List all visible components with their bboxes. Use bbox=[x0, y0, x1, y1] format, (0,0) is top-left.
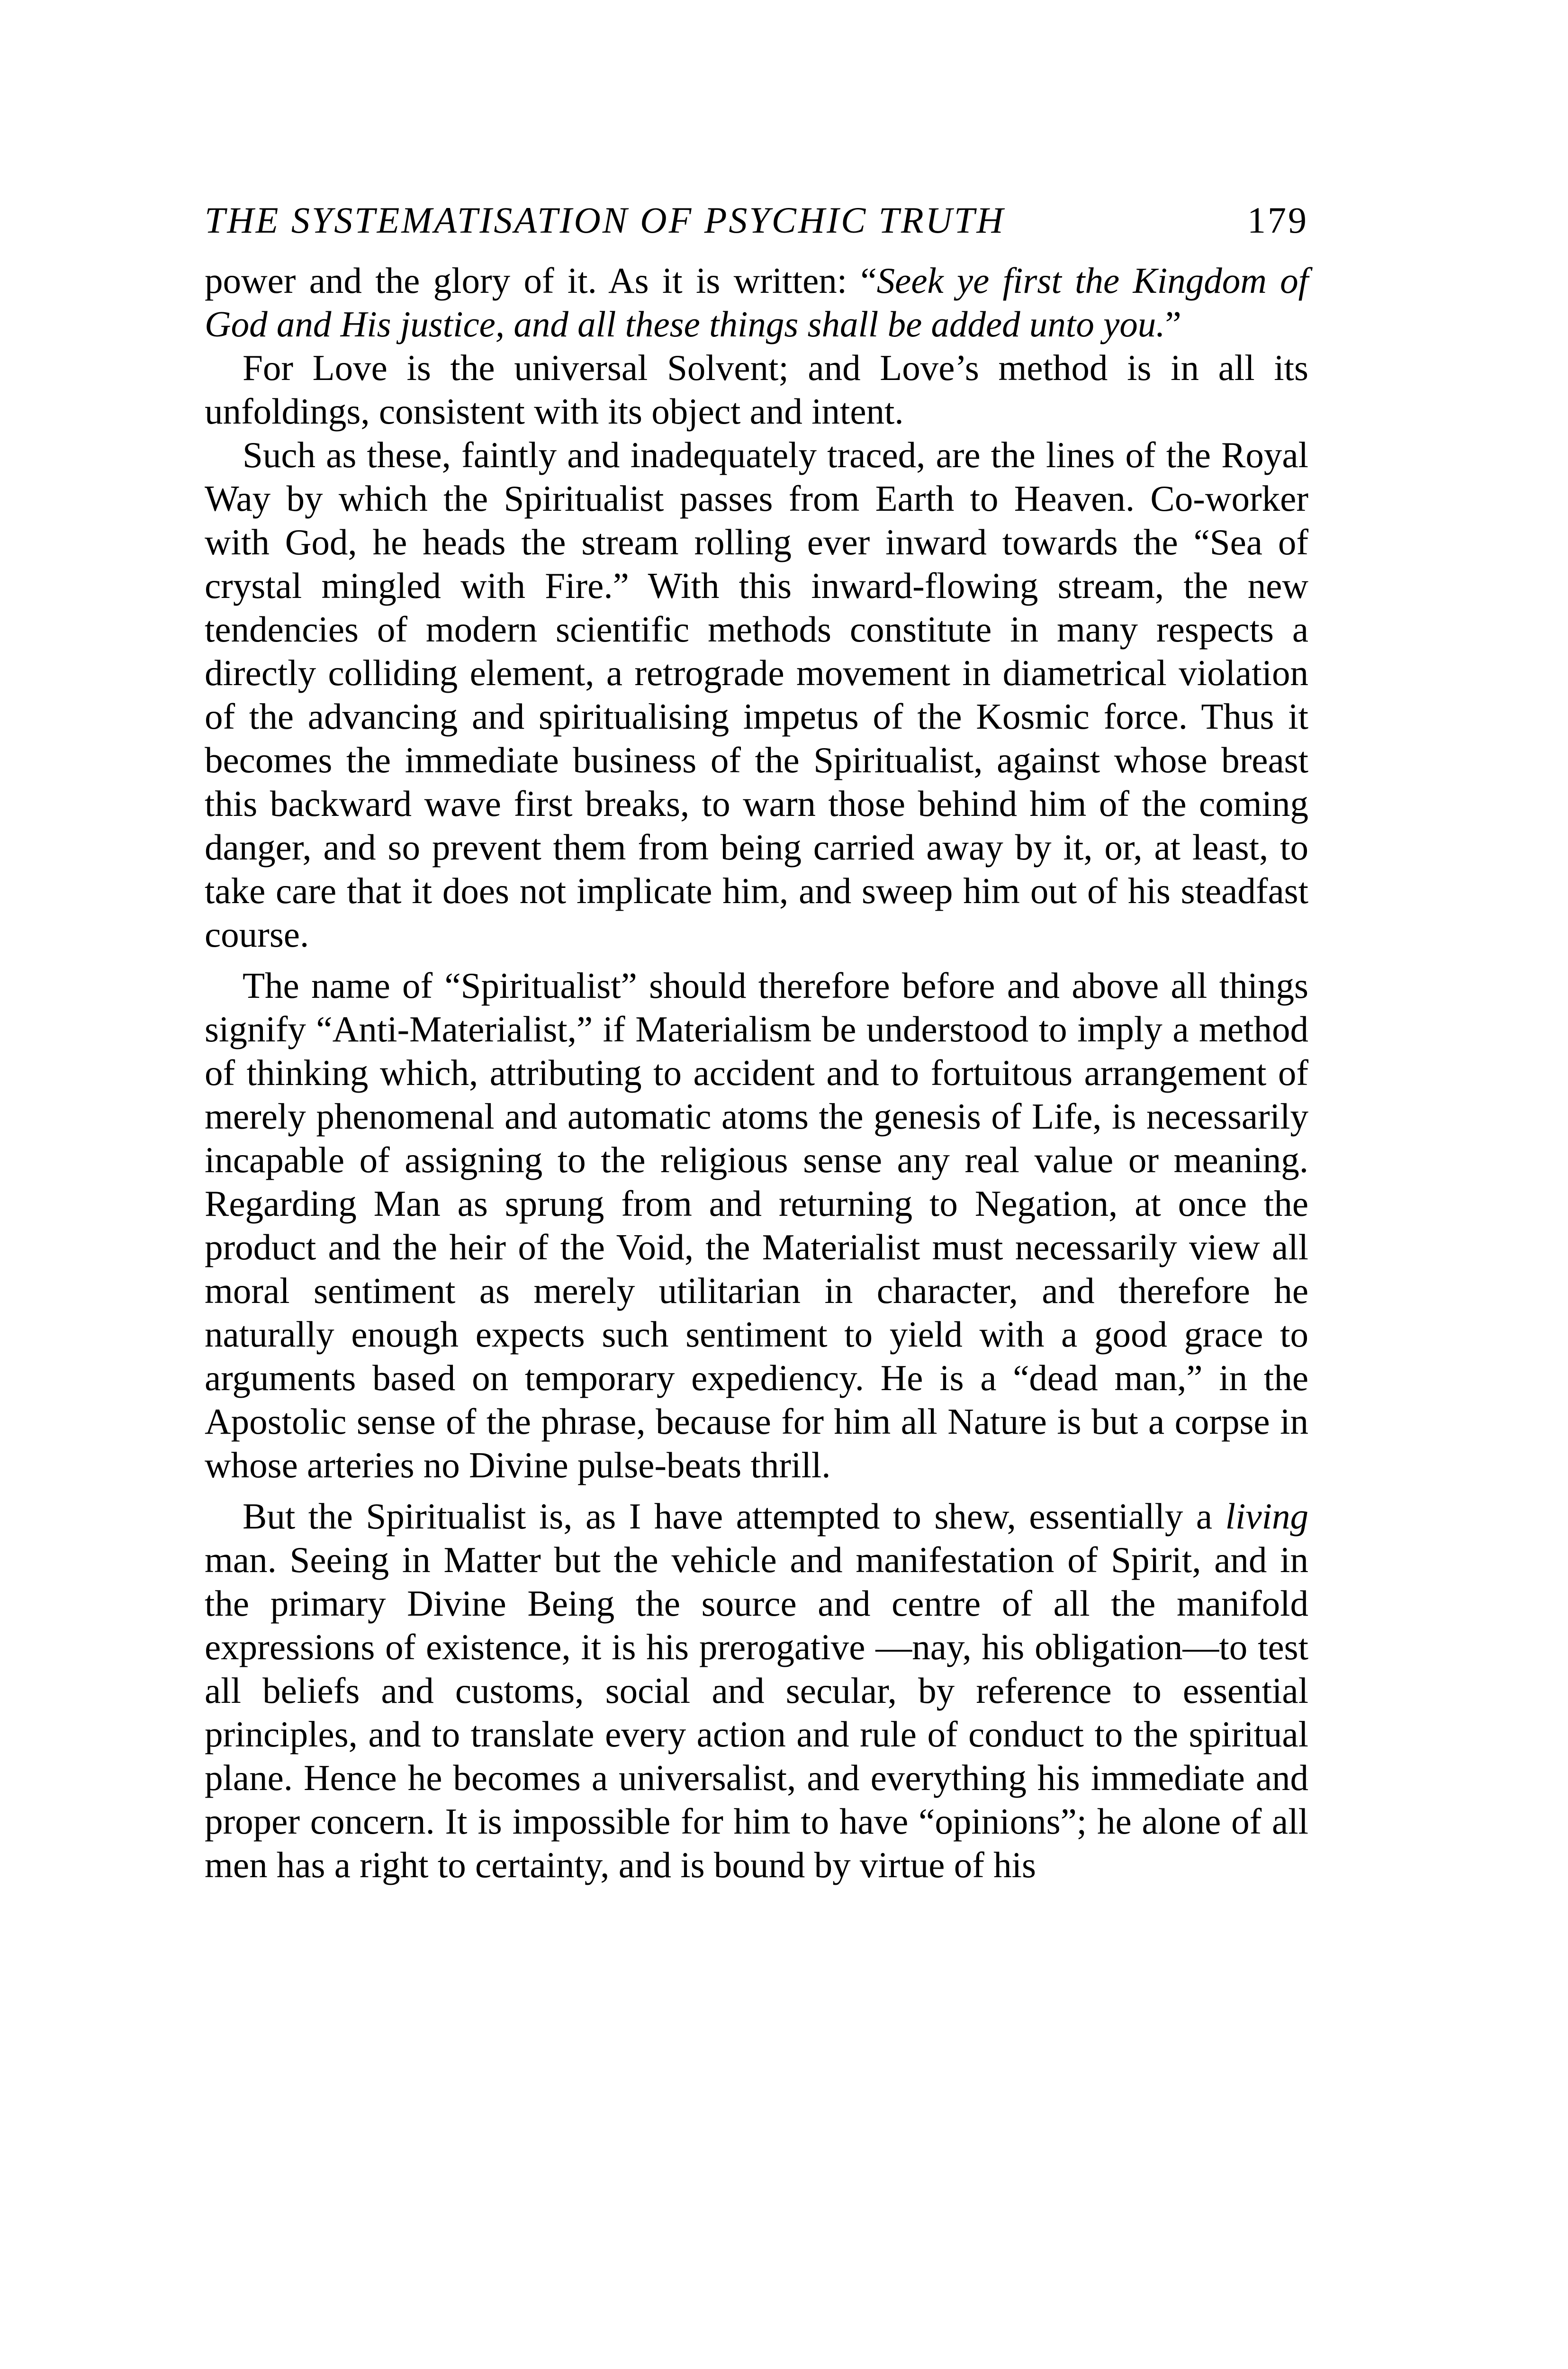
paragraph-continued bbox=[205, 259, 1308, 346]
running-title: THE SYSTEMATISATION OF PSYCHIC TRUTH bbox=[205, 199, 1005, 241]
paragraph-living-man bbox=[205, 1494, 1308, 1887]
paragraph-text: But the Spiritualist is, as I have attempted to shew, essentially a bbox=[243, 1496, 1226, 1537]
book-page bbox=[205, 199, 1308, 1887]
body-text bbox=[205, 259, 1308, 1887]
scripture-quote: Seek ye first the Kingdom of God and His justice, and all these things shall be added unto you. bbox=[205, 260, 1309, 344]
paragraph-text: man. Seeing in Matter but the vehicle and manifestation of Spirit, and in the primary Divine Being the source and centre of all the manifold expressions of existence, it is his prerogative —nay, his obligation—to test all beliefs and customs, social and secular, by reference to essential principles, and to translate every action and rule of conduct to the spiritual plane. Hence he becomes a universalist, and everything his immediate and proper concern. It is impossible for him to have “opinions”; he alone of all men has a right to certainty, and is bound by virtue of his bbox=[205, 1539, 1308, 1885]
paragraph-text: power and the glory of it. As it is written: “ bbox=[205, 260, 877, 301]
closing-quote: ” bbox=[1165, 304, 1181, 344]
emphasis-living: living bbox=[1225, 1496, 1308, 1537]
paragraph-royal-way: Such as these, faintly and inadequately traced, are the lines of the Royal Way by which the Spiritualist passes from Earth to Heaven. Co-worker with God, he heads the stream rolling ever inward towards the “Sea of crystal mingled with Fire.” With this inward-flowing stream, the new tendencies of modern scientific methods constitute in many respects a directly colliding element, a retrograde movement in diametrical violation of the advancing and spiritualising impetus of the Kosmic force. Thus it becomes the immediate business of the Spiritualist, against whose breast this backward wave first breaks, to warn those behind him of the coming danger, and so prevent them from being carried away by it, or, at least, to take care that it does not implicate him, and sweep him out of his steadfast course. bbox=[205, 434, 1308, 955]
running-header bbox=[205, 199, 1308, 242]
page-number: 179 bbox=[1247, 199, 1308, 241]
paragraph-love-solvent: For Love is the universal Solvent; and Love’s method is in all its unfoldings, consistent with its object and intent. bbox=[205, 347, 1308, 432]
paragraph-anti-materialist: The name of “Spiritualist” should therefore before and above all things signify “Anti-Materialist,” if Materialism be understood to imply a method of thinking which, attributing to accident and to fortuitous arrangement of merely phenomenal and automatic atoms the genesis of Life, is necessarily incapable of assigning to the religious sense any real value or meaning. Regarding Man as sprung from and returning to Negation, at once the product and the heir of the Void, the Materialist must necessarily view all moral sentiment as merely utilitarian in character, and therefore he naturally enough expects such sentiment to yield with a good grace to arguments based on temporary expediency. He is a “dead man,” in the Apostolic sense of the phrase, because for him all Nature is but a corpse in whose arteries no Divine pulse-beats thrill. bbox=[205, 965, 1308, 1485]
